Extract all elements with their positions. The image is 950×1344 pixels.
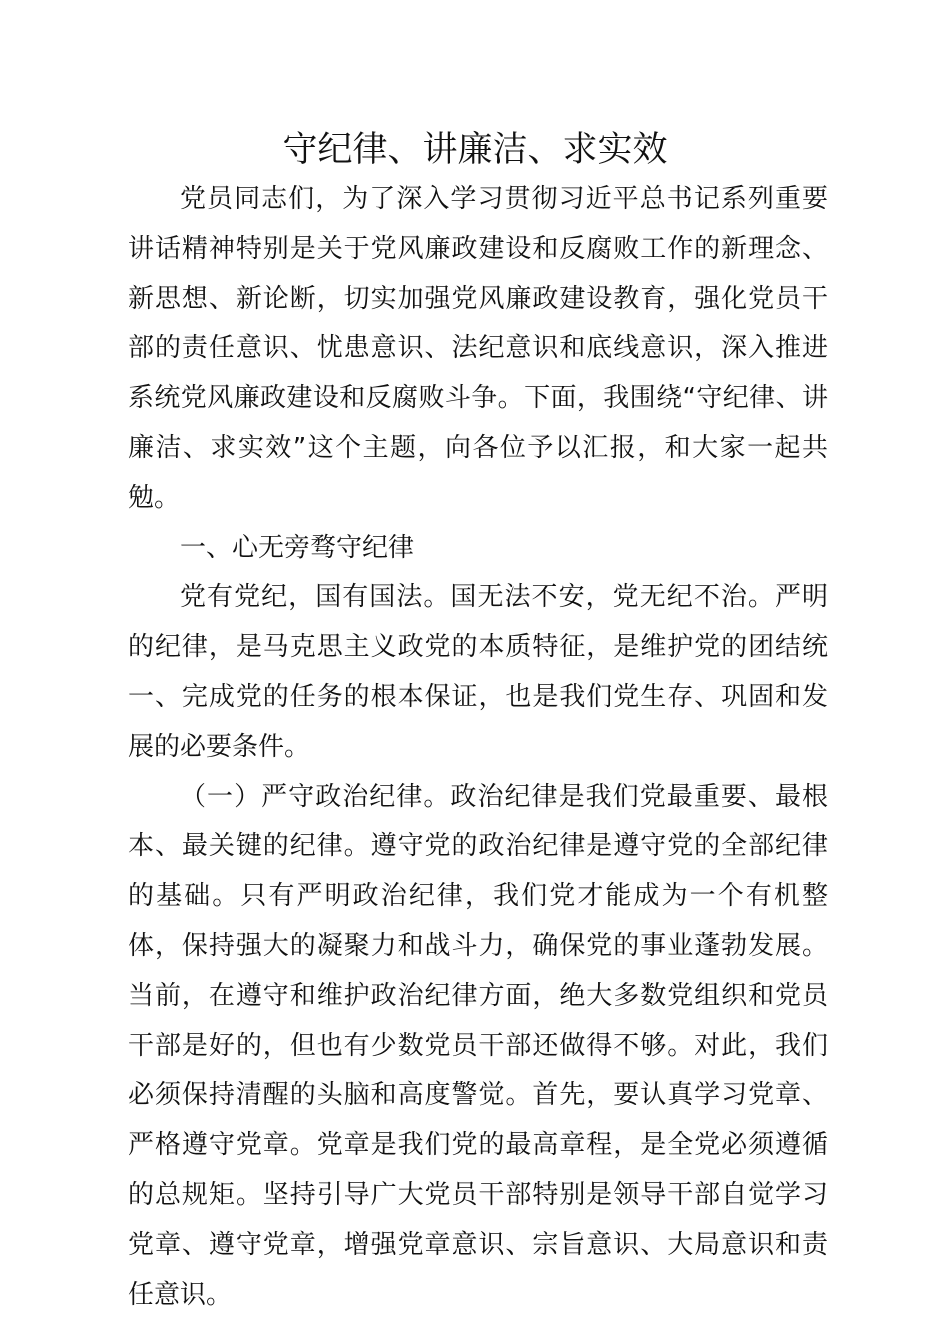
document-body (128, 175, 828, 1320)
paragraph-discipline: 党有党纪，国有国法。国无法不安，党无纪不治。严明的纪律，是马克思主义政党的本质特征，是维护党的团结统一、完成党的任务的根本保证，也是我们党生存、巩固和发展的必要条件。 (128, 582, 828, 762)
paragraph-political-discipline: （一）严守政治纪律。政治纪律是我们党最重要、最根本、最关键的纪律。遵守党的政治纪律是遵守党的全部纪律的基础。只有严明政治纪律，我们党才能成为一个有机整体，保持强大的凝聚力和战斗力，确保党的事业蓬勃发展。当前，在遵守和维护政治纪律方面，绝大多数党组织和党员干部是好的，但也有少数党员干部还做得不够。对此，我们必须保持清醒的头脑和高度警觉。首先，要认真学习党章、严格遵守党章。党章是我们党的最高章程，是全党必须遵循的总规矩。坚持引导广大党员干部特别是领导干部自觉学习党章、遵守党章，增强党章意识、宗旨意识、大局意识和责任意识。 (128, 781, 828, 1310)
section-heading-1: 一、心无旁骛守纪律 (180, 532, 415, 563)
paragraph-intro: 党员同志们，为了深入学习贯彻习近平总书记系列重要讲话精神特别是关于党风廉政建设和反腐败工作的新理念、新思想、新论断，切实加强党风廉政建设教育，强化党员干部的责任意识、忧患意识、法纪意识和底线意识，深入推进系统党风廉政建设和反腐败斗争。下面，我围绕“守纪律、讲廉洁、求实效”这个主题，向各位予以汇报，和大家一起共勉。 (128, 184, 828, 513)
document-title: 守纪律、讲廉洁、求实效 (282, 130, 668, 170)
